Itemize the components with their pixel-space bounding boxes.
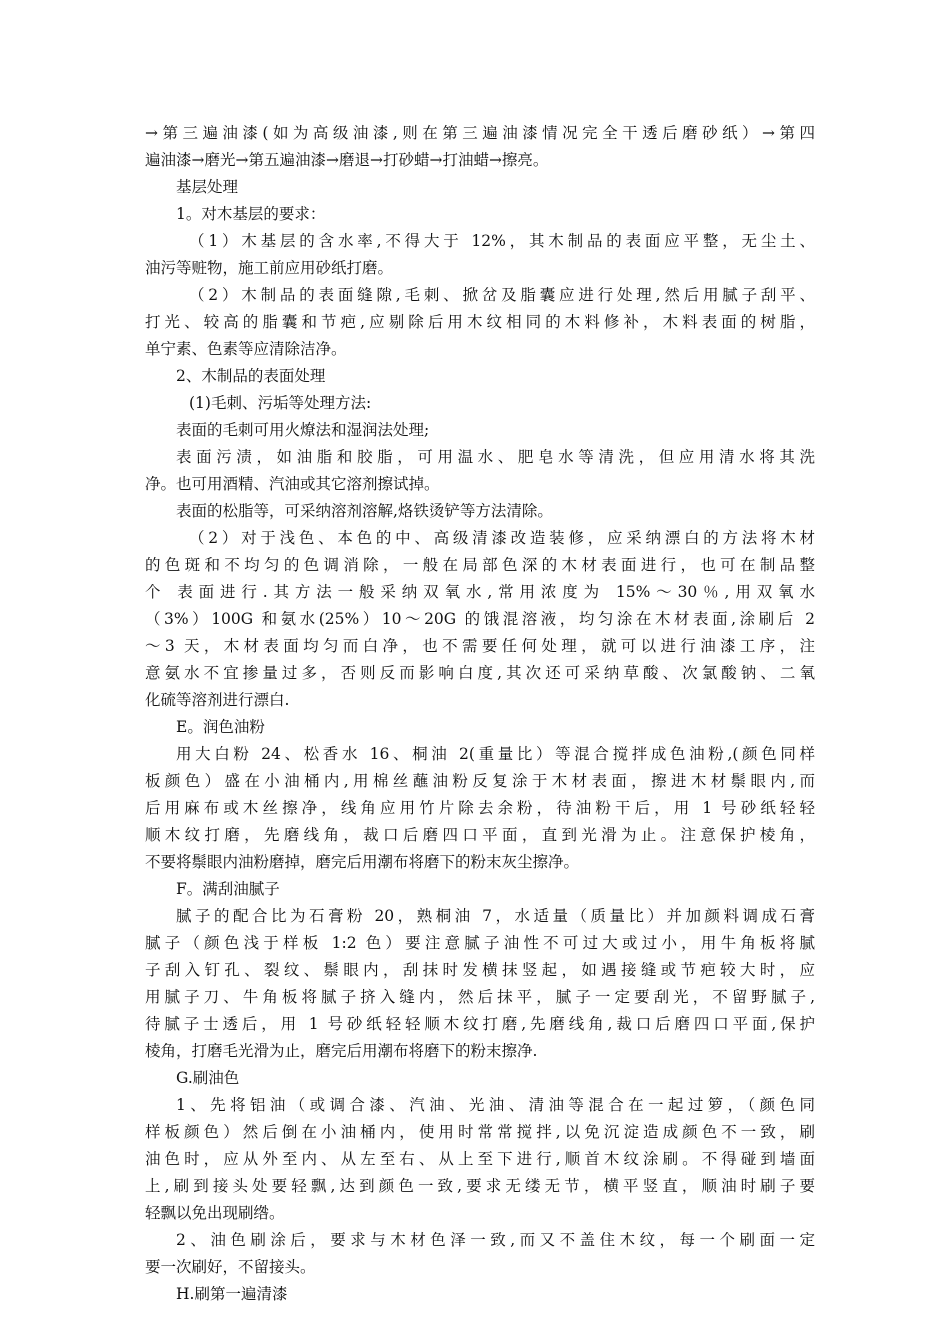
text-line: 的色斑和不均匀的色调消除，一般在局部色深的木材表面进行，也可在制品整: [145, 556, 815, 574]
text-line: 化硫等溶剂进行漂白.: [145, 691, 290, 709]
text-line: （2）对于浅色、本色的中、高级清漆改造装修，应采纳漂白的方法将木材: [189, 529, 815, 547]
text-line: 要一次刷好，不留接头。: [145, 1258, 316, 1276]
text-line: 顺木纹打磨，先磨线角，裁口后磨四口平面，直到光滑为止。注意保护棱角，: [145, 826, 815, 844]
text-line: （2）木制品的表面缝隙,毛刺、掀岔及脂囊应进行处理,然后用腻子刮平、: [189, 286, 815, 304]
text-line: 个 表面进行.其方法一般采纳双氧水,常用浓度为 15%～30％,用双氧水: [145, 583, 815, 601]
text-line: 表面的松脂等，可采纳溶剂溶解,烙铁烫铲等方法清除。: [176, 502, 553, 520]
text-line: 腻子（颜色浅于样板 1:2 色）要注意腻子油性不可过大或过小，用牛角板将腻: [145, 934, 815, 952]
text-line: 油污等赃物，施工前应用砂纸打磨。: [145, 259, 394, 277]
text-line: 后用麻布或木丝擦净，线角应用竹片除去余粉，待油粉干后，用 1 号砂纸轻轻: [145, 799, 815, 817]
text-line: （3%）100G 和氨水(25%）10～20G 的饿混溶液，均匀涂在木材表面,涂刷后 2: [145, 610, 815, 628]
text-line: 2、油色刷涂后，要求与木材色泽一致,而又不盖住木纹，每一个刷面一定: [176, 1231, 815, 1249]
text-line: 表面的毛刺可用火燎法和湿润法处理;: [176, 421, 430, 439]
text-line: 2、木制品的表面处理: [176, 367, 326, 385]
text-line: 子刮入钉孔、裂纹、鬃眼内，刮抹时发横抹竖起，如遇接缝或节疤较大时，应: [145, 961, 815, 979]
text-line: H.刷第一遍清漆: [176, 1285, 288, 1303]
text-line: 打光、较高的脂囊和节疤,应剔除后用木纹相同的木料修补，木料表面的树脂，: [145, 313, 815, 331]
text-line: G.刷油色: [176, 1069, 240, 1087]
text-line: ～3 天，木材表面均匀而白净，也不需要任何处理，就可以进行油漆工序，注: [145, 637, 815, 655]
text-line: 油色时，应从外至内、从左至右、从上至下进行,顺首木纹涂刷。不得碰到墙面: [145, 1150, 815, 1168]
text-line: （1）木基层的含水率,不得大于 12%，其木制品的表面应平整，无尘土、: [189, 232, 815, 250]
text-line: 板颜色）盛在小油桶内,用棉丝蘸油粉反复涂于木材表面，擦进木材鬃眼内,而: [145, 772, 815, 790]
text-line: 表面污渍，如油脂和胶脂，可用温水、肥皂水等清洗，但应用清水将其洗: [176, 448, 815, 466]
text-line: 待腻子士透后，用 1 号砂纸轻轻顺木纹打磨,先磨线角,裁口后磨四口平面,保护: [145, 1015, 815, 1033]
text-line: 样板颜色）然后倒在小油桶内，使用时常常搅拌,以免沉淀造成颜色不一致，刷: [145, 1123, 815, 1141]
text-line: 用腻子刀、牛角板将腻子挤入缝内，然后抹平，腻子一定要刮光，不留野腻子,: [145, 988, 815, 1006]
text-line: 不要将鬃眼内油粉磨掉，磨完后用潮布将磨下的粉末灰尘擦净。: [145, 853, 580, 871]
text-line: 意氨水不宜掺量过多，否则反而影响白度,其次还可采纳草酸、次氯酸钠、二氧: [145, 664, 815, 682]
text-line: (1)毛刺、污垢等处理方法:: [189, 394, 372, 412]
text-line: 基层处理: [176, 178, 239, 196]
text-line: 上,刷到接头处要轻飘,达到颜色一致,要求无缕无节，横平竖直，顺油时刷子要: [145, 1177, 815, 1195]
document-page: [145, 120, 815, 1308]
text-line: 用大白粉 24、松香水 16、桐油 2(重量比）等混合搅拌成色油粉,(颜色同样: [176, 745, 815, 763]
text-line: 棱角，打磨毛光滑为止，磨完后用潮布将磨下的粉末擦净.: [145, 1042, 538, 1060]
text-line: 腻子的配合比为石膏粉 20，熟桐油 7，水适量（质量比）并加颜料调成石膏: [176, 907, 815, 925]
text-line: 轻飘以免出现刷绺。: [145, 1204, 285, 1222]
text-line: 遍油漆→磨光→第五遍油漆→磨退→打砂蜡→打油蜡→擦亮。: [145, 151, 549, 169]
text-line: E。润色油粉: [176, 718, 265, 736]
text-line: 单宁素、色素等应清除洁净。: [145, 340, 347, 358]
text-line: 1。对木基层的要求：: [176, 205, 326, 223]
text-line: 1、先将铝油（或调合漆、汽油、光油、清油等混合在一起过箩，（颜色同: [176, 1096, 815, 1114]
text-line: F。满刮油腻子: [176, 880, 280, 898]
text-line: 净。也可用酒精、汽油或其它溶剂擦试掉。: [145, 475, 440, 493]
text-line: →第三遍油漆(如为高级油漆,则在第三遍油漆情况完全干透后磨砂纸）→第四: [145, 124, 815, 142]
